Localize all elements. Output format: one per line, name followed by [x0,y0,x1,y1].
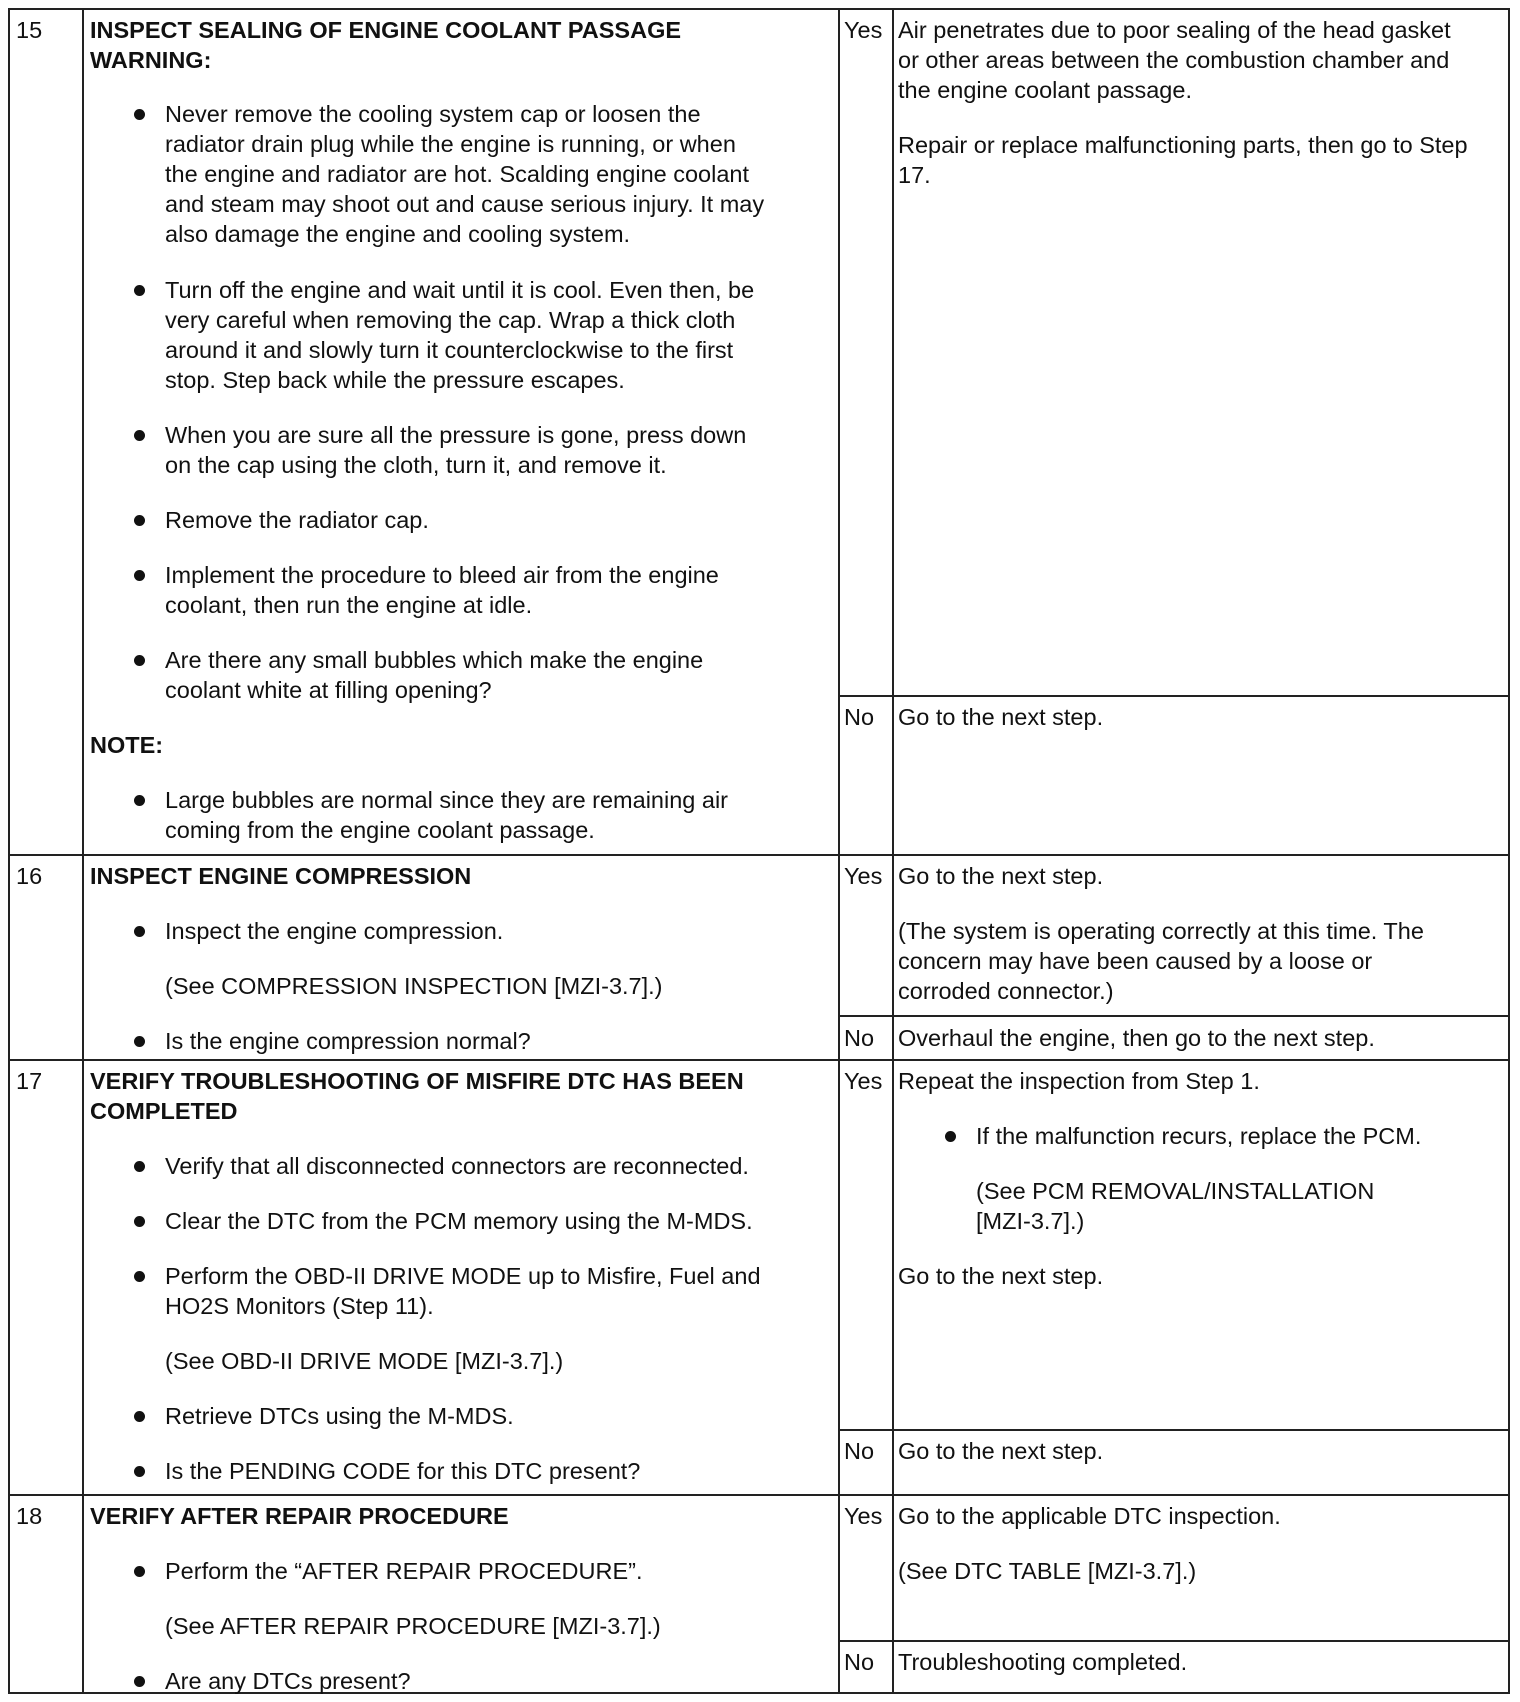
bullet [134,1161,145,1172]
yes-text: Repeat the inspection from Step 1. [898,1068,1260,1094]
bullet [134,515,145,526]
bullet [134,926,145,937]
no-text: Overhaul the engine, then go to the next step. [898,1025,1375,1051]
no-text: Go to the next step. [898,704,1104,730]
warning-text: the engine and radiator are hot. Scalding engine coolant [165,161,750,187]
warning-text: radiator drain plug while the engine is running, or when [165,131,736,157]
step-title: VERIFY TROUBLESHOOTING OF MISFIRE DTC HAS BEEN [90,1068,744,1094]
note-label: NOTE: [90,732,164,758]
step-title: INSPECT SEALING OF ENGINE COOLANT PASSAGE [90,17,682,43]
reference-text: (See AFTER REPAIR PROCEDURE [MZI-3.7].) [165,1613,661,1639]
bullet [134,655,145,666]
action-text: Clear the DTC from the PCM memory using the M-MDS. [165,1208,753,1234]
no-label: No [844,1025,875,1051]
yes-text: (The system is operating correctly at this time. The [898,918,1424,944]
action-text: Perform the “AFTER REPAIR PROCEDURE”. [165,1558,643,1584]
bullet [134,570,145,581]
troubleshooting-table [8,8,1510,1694]
bullet [134,1566,145,1577]
action-text: Is the engine compression normal? [165,1028,531,1054]
warning-text: around it and slowly turn it counterclockwise to the first [165,337,734,363]
no-label: No [844,1438,875,1464]
bullet [134,1271,145,1282]
yes-label: Yes [844,1068,883,1094]
step-title: COMPLETED [90,1098,238,1124]
note-text: Large bubbles are normal since they are remaining air [165,787,729,813]
action-text: Retrieve DTCs using the M-MDS. [165,1403,514,1429]
action-text: HO2S Monitors (Step 11). [165,1293,434,1319]
warning-text: on the cap using the cloth, turn it, and remove it. [165,452,667,478]
yes-text: or other areas between the combustion chamber and [898,47,1450,73]
yes-text: Repair or replace malfunctioning parts, then go to Step [898,132,1468,158]
bullet [134,1411,145,1422]
column-divider-answer [892,10,894,1692]
warning-label: WARNING: [90,47,212,73]
bullet [134,1216,145,1227]
warning-text: and steam may shoot out and cause serious injury. It may [165,191,765,217]
yes-text: Air penetrates due to poor sealing of the head gasket [898,17,1451,43]
warning-text: also damage the engine and cooling system. [165,221,631,247]
yes-no-divider [838,1015,1508,1017]
no-label: No [844,704,875,730]
warning-text: coolant, then run the engine at idle. [165,592,533,618]
step-title: VERIFY AFTER REPAIR PROCEDURE [90,1503,509,1529]
bullet [134,1036,145,1047]
step-number: 17 [16,1068,43,1094]
action-text: Is the PENDING CODE for this DTC present? [165,1458,641,1484]
no-label: No [844,1649,875,1675]
bullet [945,1131,956,1142]
warning-text: very careful when removing the cap. Wrap a thick cloth [165,307,736,333]
yes-text: Go to the applicable DTC inspection. [898,1503,1281,1529]
yes-text: corroded connector.) [898,978,1114,1004]
reference-text: (See DTC TABLE [MZI-3.7].) [898,1558,1197,1584]
action-text: Are any DTCs present? [165,1668,411,1694]
bullet [134,109,145,120]
bullet [134,430,145,441]
action-text: Verify that all disconnected connectors are reconnected. [165,1153,749,1179]
yes-label: Yes [844,17,883,43]
row-divider [10,854,1508,856]
bullet [134,795,145,806]
warning-text: Remove the radiator cap. [165,507,429,533]
yes-text: Go to the next step. [898,1263,1104,1289]
reference-text: [MZI-3.7].) [976,1208,1085,1234]
warning-text: stop. Step back while the pressure escapes. [165,367,625,393]
warning-text: Never remove the cooling system cap or loosen the [165,101,701,127]
reference-text: (See PCM REMOVAL/INSTALLATION [976,1178,1375,1204]
row-divider [10,1059,1508,1061]
action-text: Perform the OBD-II DRIVE MODE up to Misfire, Fuel and [165,1263,761,1289]
step-number: 16 [16,863,43,889]
bullet [134,1466,145,1477]
no-text: Go to the next step. [898,1438,1104,1464]
bullet [134,285,145,296]
bullet [134,1676,145,1687]
yes-no-divider [838,1429,1508,1431]
yes-text: 17. [898,162,931,188]
warning-text: Turn off the engine and wait until it is cool. Even then, be [165,277,755,303]
warning-text: coolant white at filling opening? [165,677,492,703]
reference-text: (See OBD-II DRIVE MODE [MZI-3.7].) [165,1348,564,1374]
yes-text: concern may have been caused by a loose or [898,948,1373,974]
step-number: 18 [16,1503,43,1529]
yes-label: Yes [844,863,883,889]
yes-text: If the malfunction recurs, replace the PCM. [976,1123,1422,1149]
yes-text: the engine coolant passage. [898,77,1192,103]
step-number: 15 [16,17,43,43]
column-divider-step [82,10,84,1692]
yes-label: Yes [844,1503,883,1529]
yes-text: Go to the next step. [898,863,1104,889]
column-divider-action [838,10,840,1692]
note-text: coming from the engine coolant passage. [165,817,595,843]
step-title: INSPECT ENGINE COMPRESSION [90,863,472,889]
warning-text: Implement the procedure to bleed air from the engine [165,562,719,588]
action-text: Inspect the engine compression. [165,918,504,944]
warning-text: When you are sure all the pressure is gone, press down [165,422,747,448]
no-text: Troubleshooting completed. [898,1649,1188,1675]
yes-no-divider [838,695,1508,697]
reference-text: (See COMPRESSION INSPECTION [MZI-3.7].) [165,973,663,999]
yes-no-divider [838,1640,1508,1642]
warning-text: Are there any small bubbles which make the engine [165,647,704,673]
row-divider [10,1494,1508,1496]
